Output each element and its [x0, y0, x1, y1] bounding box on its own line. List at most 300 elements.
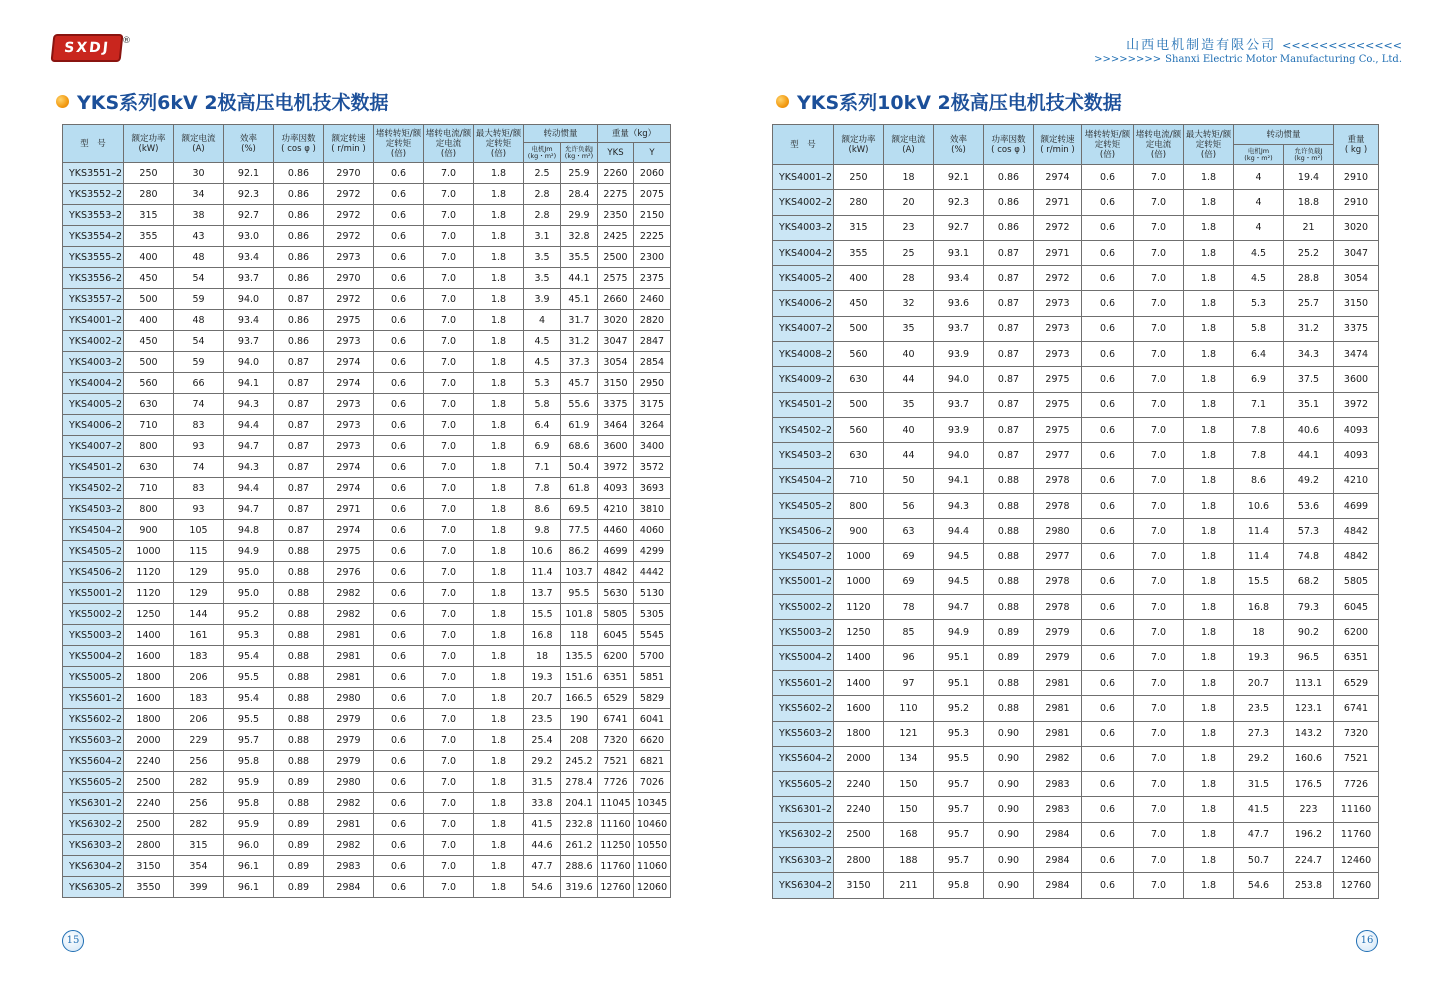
- table-cell: 49.2: [1284, 468, 1334, 493]
- table-cell: 150: [884, 797, 934, 822]
- table-cell: 0.87: [274, 478, 324, 499]
- table-cell: 94.3: [934, 493, 984, 518]
- table-cell: 7.0: [424, 268, 474, 289]
- table-cell: 92.1: [224, 163, 274, 184]
- right-title-text: YKS系列10kV 2极高压电机技术数据: [797, 92, 1122, 114]
- table-cell: 2984: [324, 877, 374, 898]
- table-cell: 1120: [124, 583, 174, 604]
- table-cell: 4842: [1334, 519, 1379, 544]
- table-cell: 0.6: [1082, 342, 1134, 367]
- table-cell: 48: [174, 310, 224, 331]
- table-cell: 2970: [324, 268, 374, 289]
- table-cell: 0.88: [274, 541, 324, 562]
- table-cell: 0.6: [1082, 595, 1134, 620]
- table-cell: 0.87: [274, 352, 324, 373]
- table-cell: 1.8: [1184, 165, 1234, 190]
- left-spec-table: [62, 124, 671, 898]
- table-cell: 6045: [598, 625, 634, 646]
- model-cell: YKS3552–2: [63, 184, 124, 205]
- company-name-en: Shanxi Electric Motor Manufacturing Co., Ltd.: [1165, 54, 1402, 65]
- table-cell: 0.87: [984, 291, 1034, 316]
- table-cell: 3150: [834, 873, 884, 898]
- col-power-factor: 功率因数 ( cos φ ): [984, 125, 1034, 165]
- table-cell: 2350: [598, 205, 634, 226]
- table-cell: 224.7: [1284, 848, 1334, 873]
- table-row: [773, 746, 1379, 771]
- table-cell: 0.87: [274, 415, 324, 436]
- table-cell: 2982: [324, 583, 374, 604]
- table-cell: 40: [884, 342, 934, 367]
- table-cell: 2973: [1034, 316, 1082, 341]
- model-cell: YKS4007–2: [63, 436, 124, 457]
- table-cell: 2425: [598, 226, 634, 247]
- table-cell: 50: [884, 468, 934, 493]
- table-cell: 1.8: [1184, 443, 1234, 468]
- model-cell: YKS5002–2: [773, 595, 834, 620]
- table-cell: 95.4: [224, 646, 274, 667]
- table-cell: 2976: [324, 562, 374, 583]
- table-cell: 2984: [1034, 848, 1082, 873]
- table-cell: 0.89: [274, 772, 324, 793]
- table-cell: 105: [174, 520, 224, 541]
- table-cell: 2240: [124, 751, 174, 772]
- table-cell: 3600: [598, 436, 634, 457]
- model-cell: YKS4505–2: [63, 541, 124, 562]
- table-cell: 0.6: [374, 562, 424, 583]
- table-cell: 19.3: [1234, 645, 1284, 670]
- table-cell: 7.0: [424, 247, 474, 268]
- table-cell: 25.7: [1284, 291, 1334, 316]
- table-cell: 5805: [598, 604, 634, 625]
- table-cell: 1.8: [1184, 848, 1234, 873]
- table-cell: 7.0: [424, 373, 474, 394]
- table-cell: 500: [124, 289, 174, 310]
- table-cell: 7.0: [424, 331, 474, 352]
- table-cell: 95.7: [934, 797, 984, 822]
- table-cell: 1.8: [1184, 493, 1234, 518]
- table-row: [63, 793, 671, 814]
- table-cell: 1.8: [474, 184, 524, 205]
- table-cell: 4093: [1334, 417, 1379, 442]
- table-cell: 2800: [124, 835, 174, 856]
- table-cell: 151.6: [561, 667, 598, 688]
- table-cell: 7.8: [1234, 417, 1284, 442]
- table-cell: 94.5: [934, 544, 984, 569]
- table-cell: 6620: [634, 730, 671, 751]
- table-cell: 7.0: [424, 562, 474, 583]
- table-cell: 10.6: [524, 541, 561, 562]
- table-row: [773, 519, 1379, 544]
- col-power: 额定功率 (kW): [124, 125, 174, 163]
- table-cell: 2973: [324, 415, 374, 436]
- table-cell: 0.6: [374, 856, 424, 877]
- table-cell: 110: [884, 696, 934, 721]
- table-cell: 0.6: [1082, 266, 1134, 291]
- table-row: [773, 493, 1379, 518]
- table-cell: 315: [174, 835, 224, 856]
- col-efficiency: 效率 (%): [934, 125, 984, 165]
- model-cell: YKS5005–2: [63, 667, 124, 688]
- table-cell: 2978: [1034, 468, 1082, 493]
- table-cell: 3175: [634, 394, 671, 415]
- table-cell: 31.5: [1234, 772, 1284, 797]
- table-cell: 1.8: [474, 205, 524, 226]
- table-cell: 2975: [324, 310, 374, 331]
- table-cell: 32: [884, 291, 934, 316]
- table-cell: 44.6: [524, 835, 561, 856]
- table-cell: 400: [124, 247, 174, 268]
- table-cell: 0.89: [984, 645, 1034, 670]
- table-cell: 6.4: [524, 415, 561, 436]
- table-cell: 2979: [1034, 645, 1082, 670]
- table-cell: 2982: [324, 793, 374, 814]
- table-row: [773, 645, 1379, 670]
- table-row: [773, 291, 1379, 316]
- table-cell: 129: [174, 583, 224, 604]
- table-cell: 1120: [124, 562, 174, 583]
- table-cell: 93.4: [224, 310, 274, 331]
- table-cell: 97: [884, 670, 934, 695]
- table-cell: 1.8: [474, 394, 524, 415]
- right-table-body: [773, 165, 1379, 899]
- model-cell: YKS5004–2: [773, 645, 834, 670]
- table-cell: 25.9: [561, 163, 598, 184]
- table-cell: 4.5: [524, 331, 561, 352]
- table-cell: 2575: [598, 268, 634, 289]
- table-cell: 11.4: [1234, 519, 1284, 544]
- model-cell: YKS6305–2: [63, 877, 124, 898]
- table-cell: 4: [1234, 190, 1284, 215]
- table-cell: 92.3: [934, 190, 984, 215]
- table-cell: 47.7: [524, 856, 561, 877]
- table-cell: 1.8: [474, 331, 524, 352]
- model-cell: YKS4004–2: [773, 240, 834, 265]
- col-weight-y: Y: [634, 143, 671, 163]
- table-cell: 0.6: [374, 478, 424, 499]
- table-cell: 0.87: [984, 443, 1034, 468]
- table-row: [773, 316, 1379, 341]
- right-page-title: [776, 88, 1122, 115]
- col-inertia-load: 允许负载J (kg・m²): [561, 143, 598, 163]
- table-cell: 2.5: [524, 163, 561, 184]
- table-cell: 450: [834, 291, 884, 316]
- table-cell: 208: [561, 730, 598, 751]
- table-cell: 95.8: [224, 793, 274, 814]
- model-cell: YKS5602–2: [773, 696, 834, 721]
- table-cell: 0.88: [984, 569, 1034, 594]
- table-cell: 1.8: [1184, 240, 1234, 265]
- table-cell: 2970: [324, 163, 374, 184]
- table-cell: 0.6: [1082, 190, 1134, 215]
- table-cell: 2971: [324, 499, 374, 520]
- company-logo: SXDJ: [51, 34, 124, 62]
- table-cell: 1.8: [474, 835, 524, 856]
- table-cell: 33.8: [524, 793, 561, 814]
- table-cell: 5.8: [1234, 316, 1284, 341]
- table-cell: 0.6: [1082, 165, 1134, 190]
- table-cell: 7.0: [1134, 772, 1184, 797]
- table-cell: 6529: [1334, 670, 1379, 695]
- table-cell: 3400: [634, 436, 671, 457]
- table-cell: 232.8: [561, 814, 598, 835]
- table-row: [63, 562, 671, 583]
- table-cell: 7.0: [1134, 595, 1184, 620]
- table-cell: 400: [834, 266, 884, 291]
- col-inertia: 转动惯量: [524, 125, 598, 143]
- table-cell: 7.0: [424, 667, 474, 688]
- table-cell: 0.86: [984, 215, 1034, 240]
- table-cell: 1.8: [474, 793, 524, 814]
- table-cell: 2983: [324, 856, 374, 877]
- table-cell: 34: [174, 184, 224, 205]
- table-cell: 12760: [1334, 873, 1379, 898]
- table-cell: 560: [834, 342, 884, 367]
- table-cell: 0.87: [274, 520, 324, 541]
- table-cell: 1.8: [1184, 342, 1234, 367]
- table-cell: 0.86: [274, 331, 324, 352]
- table-cell: 3264: [634, 415, 671, 436]
- table-cell: 95.1: [934, 645, 984, 670]
- table-cell: 94.0: [934, 367, 984, 392]
- model-cell: YKS3555–2: [63, 247, 124, 268]
- table-cell: 69: [884, 569, 934, 594]
- col-inertia-motor: 电机Jm (kg・m²): [1234, 145, 1284, 165]
- table-cell: 7.0: [1134, 620, 1184, 645]
- table-cell: 0.88: [274, 709, 324, 730]
- table-cell: 25.2: [1284, 240, 1334, 265]
- table-cell: 7.0: [424, 688, 474, 709]
- table-cell: 7.0: [424, 310, 474, 331]
- table-cell: 7320: [598, 730, 634, 751]
- table-cell: 355: [834, 240, 884, 265]
- table-cell: 2980: [324, 772, 374, 793]
- table-cell: 7.0: [424, 835, 474, 856]
- table-cell: 0.86: [274, 268, 324, 289]
- table-cell: 20.7: [1234, 670, 1284, 695]
- table-cell: 0.90: [984, 848, 1034, 873]
- table-cell: 6351: [1334, 645, 1379, 670]
- table-cell: 30: [174, 163, 224, 184]
- table-cell: 0.88: [274, 793, 324, 814]
- table-cell: 1000: [834, 544, 884, 569]
- table-cell: 0.6: [1082, 316, 1134, 341]
- table-cell: 48: [174, 247, 224, 268]
- table-cell: 59: [174, 289, 224, 310]
- table-cell: 3.5: [524, 268, 561, 289]
- table-row: [63, 604, 671, 625]
- table-cell: 6.9: [1234, 367, 1284, 392]
- col-power-factor: 功率因数 ( cos φ ): [274, 125, 324, 163]
- table-cell: 188: [884, 848, 934, 873]
- table-cell: 93.7: [224, 268, 274, 289]
- col-locked-torque: 堵转转矩/额定转矩 (倍): [1082, 125, 1134, 165]
- table-row: [773, 417, 1379, 442]
- table-cell: 1.8: [474, 247, 524, 268]
- table-cell: 1250: [834, 620, 884, 645]
- table-row: [63, 730, 671, 751]
- table-cell: 5.3: [524, 373, 561, 394]
- table-cell: 101.8: [561, 604, 598, 625]
- model-cell: YKS4002–2: [63, 331, 124, 352]
- table-cell: 1.8: [1184, 797, 1234, 822]
- table-cell: 1.8: [1184, 417, 1234, 442]
- table-cell: 7.0: [424, 604, 474, 625]
- table-cell: 261.2: [561, 835, 598, 856]
- table-row: [63, 835, 671, 856]
- table-cell: 6045: [1334, 595, 1379, 620]
- table-cell: 1.8: [474, 226, 524, 247]
- table-cell: 7.0: [424, 793, 474, 814]
- table-cell: 1.8: [474, 373, 524, 394]
- table-cell: 166.5: [561, 688, 598, 709]
- table-cell: 710: [834, 468, 884, 493]
- table-row: [773, 620, 1379, 645]
- table-cell: 7521: [598, 751, 634, 772]
- table-cell: 0.88: [984, 696, 1034, 721]
- table-cell: 196.2: [1284, 822, 1334, 847]
- table-row: [773, 392, 1379, 417]
- table-cell: 2974: [1034, 165, 1082, 190]
- table-cell: 2982: [1034, 746, 1082, 771]
- table-cell: 44.1: [1284, 443, 1334, 468]
- table-cell: 0.6: [374, 835, 424, 856]
- table-cell: 1000: [124, 541, 174, 562]
- table-cell: 1.8: [474, 625, 524, 646]
- table-cell: 96.5: [1284, 645, 1334, 670]
- table-cell: 7.0: [1134, 367, 1184, 392]
- table-cell: 2975: [1034, 392, 1082, 417]
- table-cell: 0.6: [1082, 670, 1134, 695]
- table-cell: 43: [174, 226, 224, 247]
- table-cell: 7.0: [424, 877, 474, 898]
- model-cell: YKS5601–2: [63, 688, 124, 709]
- table-cell: 0.6: [374, 247, 424, 268]
- table-row: [63, 751, 671, 772]
- table-cell: 1.8: [474, 856, 524, 877]
- table-cell: 63: [884, 519, 934, 544]
- table-cell: 25.4: [524, 730, 561, 751]
- model-cell: YKS4504–2: [773, 468, 834, 493]
- table-cell: 0.86: [274, 205, 324, 226]
- table-cell: 78: [884, 595, 934, 620]
- table-cell: 6200: [1334, 620, 1379, 645]
- table-cell: 2000: [834, 746, 884, 771]
- table-cell: 16.8: [524, 625, 561, 646]
- table-cell: 94.0: [224, 352, 274, 373]
- table-row: [63, 772, 671, 793]
- table-cell: 66: [174, 373, 224, 394]
- model-cell: YKS4502–2: [773, 417, 834, 442]
- table-cell: 16.8: [1234, 595, 1284, 620]
- table-cell: 3375: [598, 394, 634, 415]
- table-cell: 1.8: [1184, 266, 1234, 291]
- table-cell: 0.6: [1082, 645, 1134, 670]
- table-cell: 450: [124, 331, 174, 352]
- table-cell: 10.6: [1234, 493, 1284, 518]
- model-cell: YKS4003–2: [773, 215, 834, 240]
- table-cell: 1.8: [1184, 519, 1234, 544]
- table-cell: 288.6: [561, 856, 598, 877]
- table-cell: 0.6: [374, 184, 424, 205]
- model-cell: YKS4501–2: [773, 392, 834, 417]
- table-row: [63, 667, 671, 688]
- table-row: [63, 478, 671, 499]
- table-cell: 0.86: [984, 165, 1034, 190]
- table-cell: 95.0: [224, 583, 274, 604]
- table-row: [63, 373, 671, 394]
- table-cell: 2983: [1034, 772, 1082, 797]
- table-cell: 1.8: [1184, 595, 1234, 620]
- table-row: [63, 499, 671, 520]
- table-cell: 94.9: [934, 620, 984, 645]
- table-row: [63, 352, 671, 373]
- table-cell: 0.88: [274, 583, 324, 604]
- table-cell: 0.86: [984, 190, 1034, 215]
- table-cell: 0.6: [374, 625, 424, 646]
- table-row: [63, 625, 671, 646]
- table-cell: 2275: [598, 184, 634, 205]
- table-cell: 4842: [598, 562, 634, 583]
- table-cell: 3972: [598, 457, 634, 478]
- table-cell: 10345: [634, 793, 671, 814]
- table-cell: 1.8: [474, 646, 524, 667]
- table-cell: 0.87: [274, 373, 324, 394]
- table-cell: 3150: [598, 373, 634, 394]
- table-cell: 315: [124, 205, 174, 226]
- model-cell: YKS3554–2: [63, 226, 124, 247]
- table-cell: 400: [124, 310, 174, 331]
- table-cell: 6741: [1334, 696, 1379, 721]
- table-cell: 0.88: [274, 625, 324, 646]
- table-row: [773, 696, 1379, 721]
- table-cell: 800: [124, 436, 174, 457]
- table-cell: 280: [124, 184, 174, 205]
- table-cell: 7.0: [424, 646, 474, 667]
- table-cell: 7.0: [1134, 190, 1184, 215]
- table-cell: 1.8: [1184, 645, 1234, 670]
- table-cell: 2060: [634, 163, 671, 184]
- table-cell: 85: [884, 620, 934, 645]
- table-cell: 1.8: [474, 751, 524, 772]
- table-cell: 7.0: [1134, 645, 1184, 670]
- table-cell: 7521: [1334, 746, 1379, 771]
- table-row: [63, 394, 671, 415]
- table-cell: 35: [884, 392, 934, 417]
- table-cell: 3150: [1334, 291, 1379, 316]
- table-cell: 2972: [324, 205, 374, 226]
- table-cell: 204.1: [561, 793, 598, 814]
- table-cell: 0.87: [984, 316, 1034, 341]
- table-cell: 94.1: [934, 468, 984, 493]
- table-cell: 93: [174, 436, 224, 457]
- table-cell: 2950: [634, 373, 671, 394]
- table-cell: 94.7: [224, 499, 274, 520]
- table-cell: 0.87: [984, 266, 1034, 291]
- table-cell: 223: [1284, 797, 1334, 822]
- table-cell: 54: [174, 268, 224, 289]
- model-cell: YKS5003–2: [63, 625, 124, 646]
- table-cell: 103.7: [561, 562, 598, 583]
- table-cell: 7.0: [1134, 822, 1184, 847]
- model-cell: YKS5004–2: [63, 646, 124, 667]
- table-cell: 0.6: [374, 289, 424, 310]
- table-cell: 0.6: [374, 667, 424, 688]
- table-row: [773, 569, 1379, 594]
- table-cell: 7.0: [424, 856, 474, 877]
- table-cell: 7.0: [1134, 519, 1184, 544]
- table-cell: 5630: [598, 583, 634, 604]
- table-cell: 3972: [1334, 392, 1379, 417]
